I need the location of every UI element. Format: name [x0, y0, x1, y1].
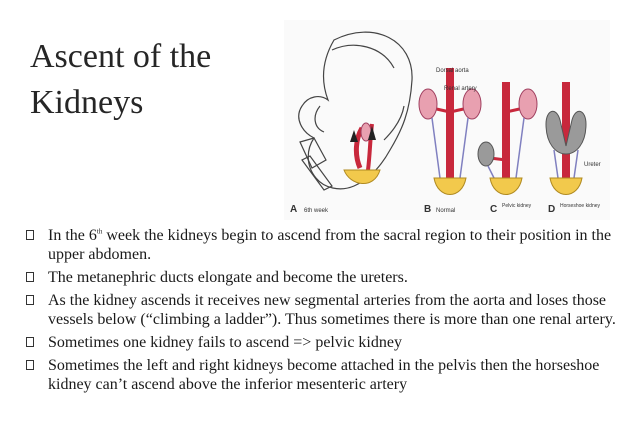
bullet-item — [22, 291, 632, 329]
bullet-item — [22, 226, 632, 264]
bullet-text: Sometimes the left and right kidneys become attached in the pelvis then the horseshoe kidney can’t ascend above the inferior mesenteric artery — [48, 357, 600, 393]
bullet-marker-icon — [26, 230, 34, 240]
panel-b-letter: B — [424, 204, 432, 215]
bullet-text: Sometimes one kidney fails to ascend => pelvic kidney — [48, 334, 402, 351]
bullet-marker-icon — [26, 337, 34, 347]
dorsal-aorta-label: Dorsal aorta — [436, 68, 469, 74]
panel-b-caption: Normal — [436, 208, 456, 214]
panel-a-letter: A — [290, 204, 298, 215]
bullet-item — [22, 268, 632, 287]
bullet-marker-icon — [26, 295, 34, 305]
bullet-item — [22, 333, 632, 352]
bullet-text: As the kidney ascends it receives new segmental arteries from the aorta and loses those vessels below (“climbing a ladder”). Thus sometimes there is more than one renal artery. — [48, 292, 616, 328]
bullet-text: week the kidneys begin to ascend from the sacral region to their position in the upper abdomen. — [48, 227, 612, 263]
bullet-text: The metanephric ducts elongate and become the ureters. — [48, 269, 408, 286]
panel-d-caption: Horseshoe kidney — [560, 203, 601, 209]
bullet-text: In the 6 — [48, 227, 97, 244]
panel-c-caption: Pelvic kidney — [502, 203, 532, 209]
bullet-list — [22, 226, 632, 398]
kidney-ascent-figure — [284, 20, 610, 220]
panel-c-letter: C — [490, 204, 498, 215]
bullet-marker-icon — [26, 360, 34, 370]
bullet-marker-icon — [26, 272, 34, 282]
slide-title: Ascent of the Kidneys — [30, 38, 212, 121]
panel-d-letter: D — [548, 204, 556, 215]
renal-artery-label: Renal artery — [444, 86, 477, 92]
bullet-item — [22, 356, 632, 394]
ureter-label: Ureter — [584, 162, 601, 168]
ordinal-suffix: th — [96, 227, 103, 236]
panel-a-caption: 6th week — [304, 208, 329, 214]
